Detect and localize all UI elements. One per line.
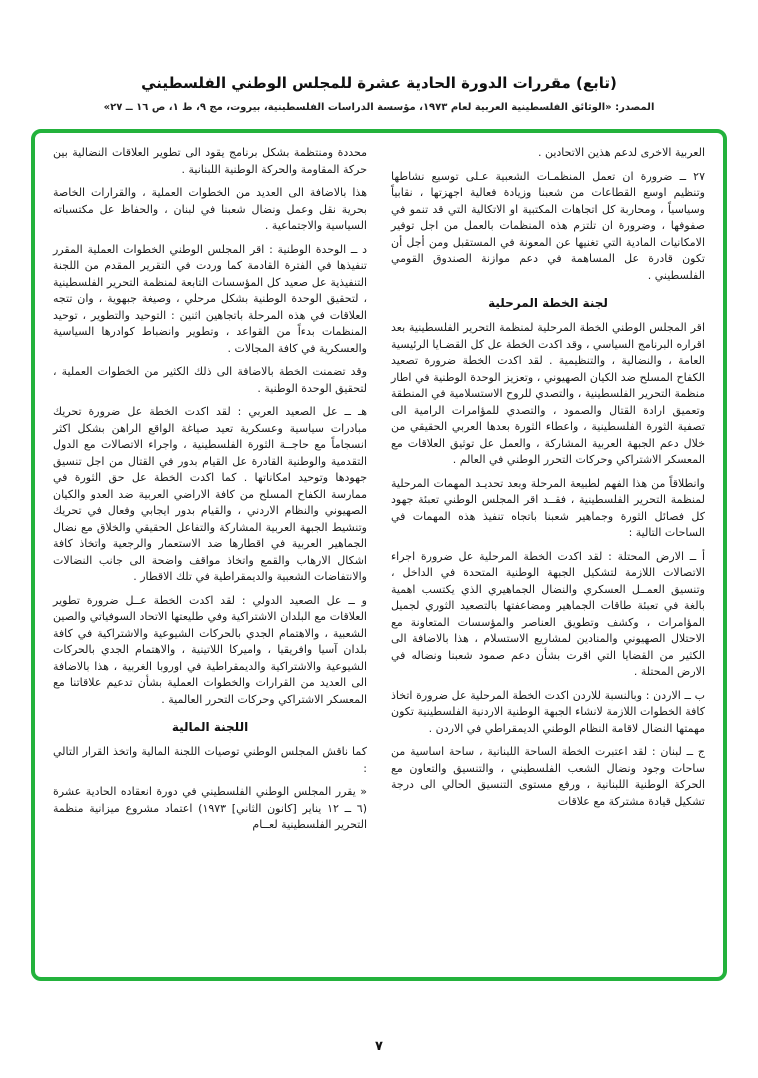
paragraph: « يقرر المجلس الوطني الفلسطيني في دورة انعقاده الحادية عشرة (٦ ــ ١٢ يناير [كانون الثاني] ١٩٧٣) اعتماد مشروع ميزانية منظمة التحرير الفلسطينية لعــام xyxy=(53,785,367,831)
paragraph: ٢٧ ــ ضرورة ان تعمل المنظمـات الشعبية عـلى توسيع نشاطها وتنظيم اوسع القطاعات من شعبنا وزيادة فعالية اجهزتها ، نقابياً وسياسياً ، ومحاربة كل اتجاهات المكتبية او الاتكالية التي قد تنمو في صفوفها ، وضرورة ان تلتزم هذه المنظمات بالعمل من اجل توفير الامكانيات المادية التي تغنيها عن المعونة في المستقبل ومن أجل أن تكون قادرة عل المساهمة في دعم موازنة الصندوق القومي الفلسطيني . xyxy=(391,169,705,282)
paragraph: محددة ومنتظمة بشكل برنامج يقود الى تطوير العلاقات النضالية بين حركة المقاومة والحركة الوطنية اللبنانية . xyxy=(53,146,367,176)
paragraph: اقر المجلس الوطني الخطة المرحلية لمنظمة التحرير الفلسطينية بعد اقراره البرنامج السياسي ، وقد اكدت الخطة عل كل القضـايا الرئيسية العامة ، والنضالية ، والتنظيمية . لقد اكدت الخطة ضرورة تصعيد الكفاح المسلح ضد الكيان الصهيوني ، وتعزيز الوحدة الوطنية في اطار منظمة التحرير الفلسطينية ، والتصدي للروح الاستسلامية في المنطقة وتعميق ارادة القتال والصمود ، والتصدي للمؤامرات الرامية الى تصفية الثورة الفلسطينية ، واعطاء الثورة بعدها العربي الحقيقي من خلال دعم الجبهة العربية المشاركة ، والعمل عل توثيق العلاقات مع المعسكر الاشتراكي وحركات التحرر الوطني في العالم . xyxy=(391,321,705,466)
paragraph: كما ناقش المجلس الوطني توصيات اللجنة المالية واتخذ القرار التالي : xyxy=(53,745,367,775)
paragraph: وقد تضمنت الخطة بالاضافة الى ذلك الكثير من الخطوات العملية ، لتحقيق الوحدة الوطنية . xyxy=(53,365,367,395)
document-source: المصدر: «الوثائق الفلسطينية العربية لعام ١٩٧٣، مؤسسة الدراسات الفلسطينية، بيروت، مج ٩، ط ١، ص ١٦ ــ ٢٧» xyxy=(103,102,655,113)
paragraph: وانطلاقاً من هذا الفهم لطبيعة المرحلة وبعد تحديـد المهمات المرحلية لمنظمة التحرير الفلسطينية ، فقــد اقر المجلس الوطني تعبئة جهود كل فصائل الثورة وجماهير شعبنا باتجاه تنفيذ هذه المهمات في الساحات التالية : xyxy=(391,476,705,539)
paragraph: هذا بالاضافة الى العديد من الخطوات العملية ، والقرارات الخاصة بحرية نقل وعمل ونضال شعبنا في لبنان ، والحفاظ عل مكتسباته السياسية والاجتماعية . xyxy=(53,186,367,232)
document-header xyxy=(0,0,758,113)
page-number: ٧ xyxy=(375,1039,383,1054)
paragraph: ج ــ لبنان : لقد اعتبرت الخطة الساحة اللبنانية ، ساحة اساسية من ساحات وجود ونضال الشعب الفلسطيني ، والتنسيق والتعاون مع الحركة الوطنية اللبنانية ، ورفع مستوى التنسيق الحالي الى درجة تشكيل قيادة مشتركة مع علاقات xyxy=(391,745,705,808)
paragraph: هـ ــ عل الصعيد العربي : لقد اكدت الخطة عل ضرورة تحريك مبادرات سياسية وعسكرية تعيد صياغة الواقع الراهن بشكل اكثر انسجاماً مع حاجــة الثورة الفلسطينية ، واجراء الاتصالات مع الدول التقدمية والوطنية القادرة عل القيام بدور في القتال من اجل تنسيق جهودها وتوحيد امكاناتها . كما اكدت الخطة عل حق الثورة في ممارسة الكفاح المسلح من كافة الاراضي العربية ضد العدو والكيان الصهيوني والنظام الاردني ، والقيام بدور ايجابي وفعال في تحريك وتنشيط الجبهة العربية المشاركة والتفاعل الحقيقي والخلاق مع نضال الجماهير العربية في اقطارها ضد الاستعمار والرجعية واتخاذ كافة اشكال الارهاب والقمع واتخاذ مواقف واضحة الى جانب النضالات والانتفاضات الشعبية والديمقراطية في تلك الاقطار . xyxy=(53,405,367,583)
paragraph: د ــ الوحدة الوطنية : اقر المجلس الوطني الخطوات العملية المقرر تنفيذها في الفترة القادمة كما وردت في التقرير المقدم من اللجنة التنفيذية عل صعيد كل المؤسسات التابعة لمنظمة التحرير الفلسطينية ، لتحقيق الوحدة الوطنية بشكل مرحلي ، وصيغة جبهوية ، وان تتجه العلاقات في هذه المرحلة باتجاهين اثنين : التوحيد والتطوير ، توحيد المنظمات بدءاً من القواعد ، وتطوير وانضباط كوادرها السياسية والعسكرية في كافة المجالات . xyxy=(53,242,367,355)
column-left xyxy=(53,145,367,965)
section-heading: اللجنة المالية xyxy=(171,720,249,734)
paragraph: أ ــ الارض المحتلة : لقد اكدت الخطة المرحلية عل ضرورة اجراء الاتصالات اللازمة لتشكيل الجبهة الوطنية المتحدة في الداخل ، وتنسيق العمــل العسكري والنضال الجماهيري الذي يكتسب اهمية بالغة في تعبئة طاقات الجماهير ومضاعفتها بالتصعيد الثوري لجميل المؤامرات ، وكشف وتطويق العناصر والمؤسسات المتعاونة مع الاحتلال الصهيوني والمنادين لمشاريع الاستسلام ، هذا بالاضافة الى الكثير من القضايا التي اقرت بشأن دعم صمود شعبنا ونضاله في الارض المحتلة . xyxy=(391,549,705,678)
paragraph: العربية الاخرى لدعم هذين الاتحادين . xyxy=(537,146,705,159)
document-body xyxy=(31,129,727,981)
text-columns xyxy=(53,145,705,965)
column-right xyxy=(391,145,705,965)
document-title: (تابع) مقررات الدورة الحادية عشرة للمجلس الوطني الفلسطيني xyxy=(141,74,617,92)
section-heading: لجنة الخطة المرحلية xyxy=(488,296,608,310)
paragraph: و ــ عل الصعيد الدولي : لقد اكدت الخطة عــل ضرورة تطوير العلاقات مع البلدان الاشتراكية وفي طليعتها الاتحاد السوفياتي والصين الشعبية ، والاهتمام الجدي بالحركات الشيوعية والاشتراكية في كافة بلدان آسيا وافريقيا ، واميركا اللاتينية ، والاهتمام الجدي بالحركات الشيوعية والاشتراكية والديمقراطية في اوروبا الغربية ، هذا بالاضافة الى العديد من القرارات والخطوات العملية بشأن تدعيم علاقاتنا مع المعسكر الاشتراكي وحركات التحرر العالمية . xyxy=(53,593,367,706)
paragraph: ب ــ الاردن : وبالنسبة للاردن اكدت الخطة المرحلية عل ضرورة اتخاذ كافة الخطوات اللازمة لانشاء الجبهة الوطنية الاردنية الفلسطينية تكون مهمتها النضال لاقامة النظام الوطني الديمقراطي في الاردن . xyxy=(391,688,705,735)
